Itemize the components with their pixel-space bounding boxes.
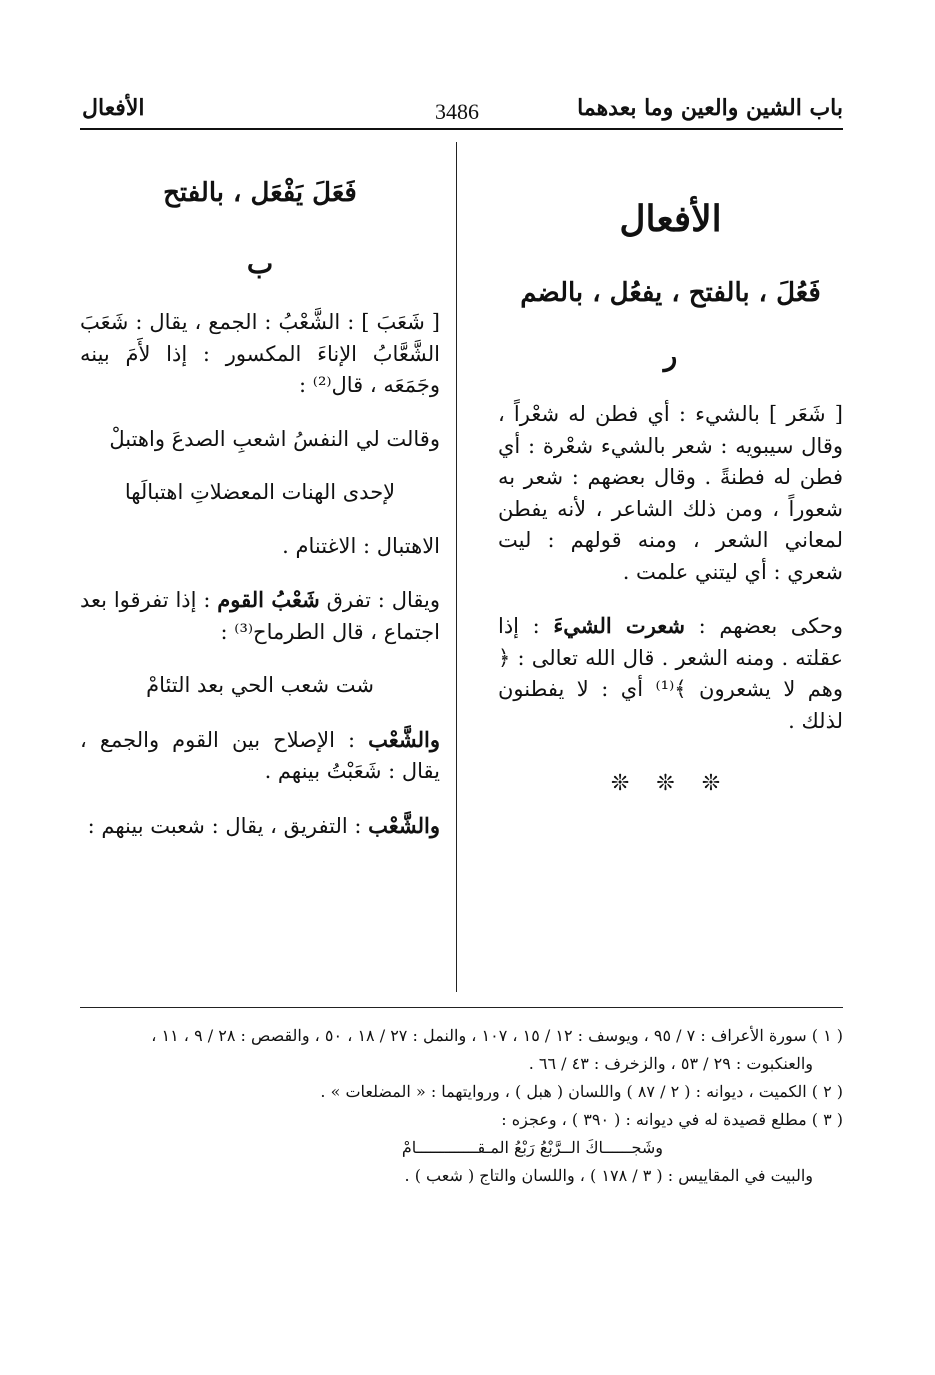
headword: شَعْبُ القوم [217, 587, 320, 612]
left-column [80, 140, 440, 864]
footnotes [80, 1022, 843, 1190]
letter-heading-right: ر [663, 339, 678, 372]
entry-text: وحكى بعضهم : [685, 614, 843, 638]
footnote-3-verse: وشَجــــــاكَ الــرَّبْعُ رَبْعُ المـقـــــــــــــامْ [401, 1138, 663, 1157]
pattern-heading-left: فَعَلَ يَفْعَل ، بالفتح [163, 178, 357, 208]
footnote-3: ( ٣ ) مطلع قصيدة له في ديوانه : ( ٣٩٠ ) ، وعجزه : [501, 1110, 843, 1129]
section-title: الأفعال [619, 198, 722, 240]
footnote-1: ( ١ ) سورة الأعراف : ٧ / ٩٥ ، ويوسف : ١٢ / ١٥ ، ١٠٧ ، والنمل : ٢٧ / ١٨ ، ٥٠ ، والقصص : ٢٨ / ٩ ، ١١ ، [151, 1026, 843, 1045]
definition-line: الاهتبال : الاغتنام . [282, 533, 440, 558]
page-number: 3486 [435, 99, 479, 124]
entry-paragraph [80, 584, 440, 648]
headword: والشَّعْب [368, 812, 440, 838]
pattern-heading-right: فَعُلَ ، بالفتح ، يفعُل ، بالضم [520, 278, 821, 308]
entry-sha-aba: [ شَعَبَ ] : الشَّعْبُ : الجمع ، يقال : شَعَبَ الشَّعَّابُ الإناءَ المكسور : إذا لأَمَ بينه وجَمَعَه ، قال⁽²⁾ : [80, 310, 440, 397]
footnote-3-continued: والبيت في المقاييس : ( ٣ / ١٧٨ ) ، واللسان والتاج ( شعب ) . [404, 1166, 813, 1185]
entry-paragraph [80, 724, 440, 788]
section-end-stars: ❊ ❊ ❊ [610, 771, 731, 796]
entry-paragraph [80, 810, 440, 843]
header-rule [80, 128, 843, 130]
entry-text: : التفريق ، يقال : شعبت بينهم : [87, 813, 369, 838]
entry-text: : إذا عقلته . ومنه الشعر . قال الله تعالى : ﴿ وهم لا يشعرون ﴾⁽¹⁾ أي : لا يفطنون لذلك . [498, 614, 843, 733]
entry-text: : إذا تفرقوا بعد اجتماع ، قال الطرماح⁽³⁾ : [80, 588, 440, 644]
footnote-1-continued: والعنكبوت : ٢٩ / ٥٣ ، والزخرف : ٤٣ / ٦٦ . [528, 1054, 813, 1073]
headword: والشَّعْب [368, 726, 440, 752]
entry-sha-ara-continued [498, 610, 843, 737]
poetry-verse: وقالت لي النفسُ اشعبِ الصدعَ واهتبلْ [109, 426, 440, 451]
entry-sha-ara: [ شَعَر ] بالشيء : أي فطن له شعْراً ، وقال سيبويه : شعر بالشيء شعْرة : أي فطن له فطنةً . وقال بعضهم : شعر به شعوراً ، ومن ذلك الشاعر ، لأنه يفطن لمعاني الشعر ، ومنه قولهم : ليت شعري : أي ليتني علمت . [498, 402, 843, 584]
poetry-verse: لإحدى الهنات المعضلاتِ اهتبالَها [124, 480, 396, 504]
running-header-chapter: باب الشين والعين وما بعدهما [577, 95, 843, 121]
running-header-section: الأفعال [82, 95, 145, 121]
entry-text: : الإصلاح بين القوم والجمع ، يقال : شَعَبْتُ بينهم . [80, 727, 440, 783]
letter-heading-left: ب [246, 247, 274, 280]
entry-text: ويقال : تفرق [319, 588, 440, 612]
headword: شعرت الشيءَ [553, 613, 686, 638]
right-column [498, 140, 843, 800]
footnote-2: ( ٢ ) الكميت ، ديوانه : ( ٢ / ٨٧ ) واللسان ( هبل ) ، وروايتهما : « المضلعات » . [320, 1082, 843, 1101]
footnote-rule [80, 1007, 843, 1008]
column-divider [456, 142, 457, 992]
poetry-verse: شت شعب الحي بعد التئامْ [146, 673, 374, 697]
